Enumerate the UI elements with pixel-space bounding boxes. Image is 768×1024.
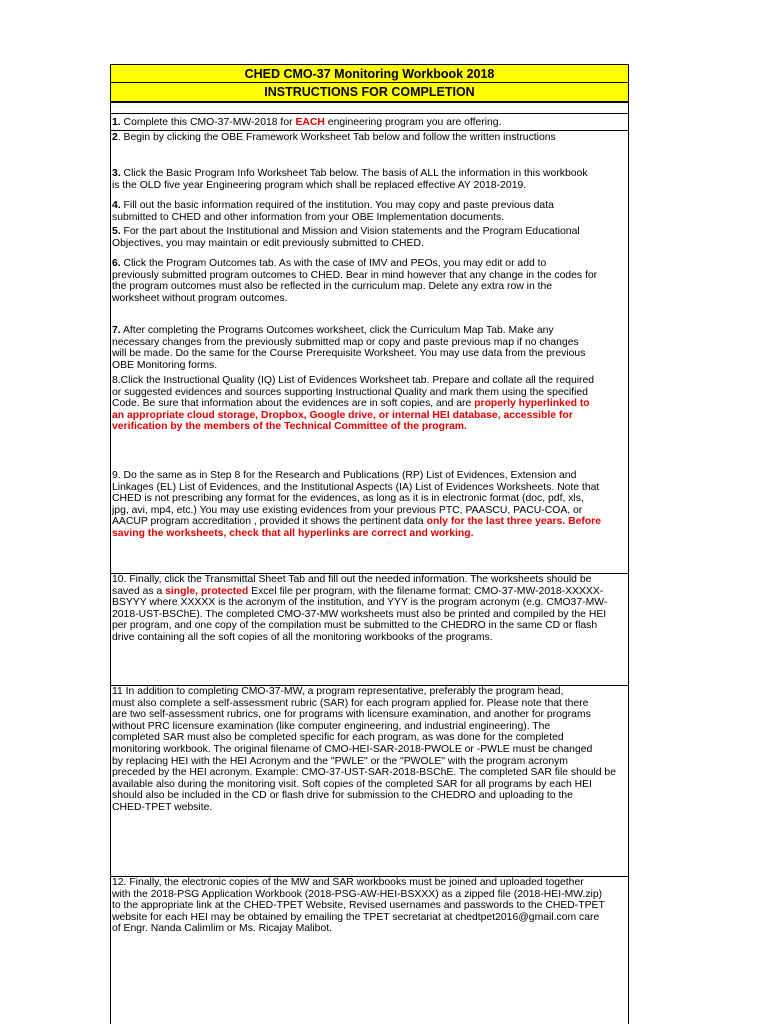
text-run: Click the Program Outcomes tab. As with the case of IMV and PEOs, you may edit or add to — [120, 258, 547, 269]
instruction-step[interactable] — [110, 132, 629, 144]
instruction-line — [112, 721, 627, 733]
text-run: 8.Click the Instructional Quality (IQ) List of Evidences Worksheet tab. Prepare and collate all the required — [112, 375, 595, 386]
text-run: 3. — [112, 168, 121, 179]
text-run: EACH — [295, 117, 325, 128]
text-run: is the OLD five year Engineering program which shall be replaced effective AY 2018-2019. — [112, 179, 527, 191]
instruction-line — [112, 586, 627, 598]
text-run: 11 In addition to completing CMO-37-MW, a program representative, preferably the program head, — [112, 686, 564, 697]
text-run: should also be included in the CD or flash drive for submission to the CHEDRO and uploading to the — [112, 790, 573, 802]
text-run: submitted to CHED and other information from your OBE Implementation documents. — [112, 211, 505, 223]
instruction-step[interactable] — [110, 117, 629, 129]
text-run: completed SAR must also be completed specific for each program, as was done for the completed — [112, 732, 564, 744]
text-run: saving the worksheets, check that all hyperlinks are correct and working. — [112, 527, 474, 539]
text-run: or suggested evidences and sources supporting Instructional Quality and mark them using the specified — [112, 386, 588, 398]
instruction-line — [112, 132, 627, 144]
text-run: an appropriate cloud storage, Dropbox, Google drive, or internal HEI database, accessible for — [112, 409, 573, 421]
instruction-line — [112, 744, 627, 756]
instruction-step[interactable] — [110, 686, 629, 814]
instruction-line — [112, 779, 627, 791]
text-run: preceded by the HEI acronym. Example: CMO-37-UST-SAR-2018-BSChE. The completed SAR file should be — [112, 767, 616, 779]
text-run: available also during the monitoring visit. Soft copies of the completed SAR for all programs by each HEI — [112, 778, 592, 790]
instruction-line — [112, 337, 627, 349]
text-run: the program outcomes must also be reflected in the curriculum map. Delete any extra row in the — [112, 281, 553, 293]
instruction-line — [112, 900, 627, 912]
instruction-line — [112, 802, 627, 814]
instruction-line — [112, 348, 627, 360]
text-run: 5. — [112, 226, 121, 237]
instruction-step[interactable] — [110, 168, 629, 191]
instruction-line — [112, 732, 627, 744]
text-run: necessary changes from the previously submitted map or copy and paste previous map if no changes — [112, 336, 579, 348]
text-run: jpg, avi, mp4, etc.) You may use existing evidences from your previous PTC, PAASCU, PACU-COA, or — [112, 504, 583, 516]
worksheet-header — [110, 64, 629, 102]
text-run: with the 2018-PSG Application Workbook (2018-PSG-AW-HEI-BSXXX) as a zipped file (2018-HEI-MW.zip) — [112, 888, 603, 900]
text-run: Objectives, you may maintain or edit previously submitted to CHED. — [112, 237, 424, 249]
instruction-step[interactable] — [110, 325, 629, 371]
text-run: worksheet without program outcomes. — [112, 292, 288, 304]
instruction-step[interactable] — [110, 200, 629, 223]
instruction-line — [112, 281, 627, 293]
text-run: OBE Monitoring forms. — [112, 359, 218, 371]
instruction-line — [112, 293, 627, 305]
text-run: 6. — [112, 258, 121, 269]
text-run: 2018-UST-BSChE). The completed CMO-37-MW worksheets must also be printed and compiled by the HEI — [112, 608, 607, 620]
text-run: properly hyperlinked to — [474, 398, 590, 410]
instruction-line — [112, 609, 627, 621]
workbook-title[interactable]: CHED CMO-37 Monitoring Workbook 2018 — [110, 64, 629, 83]
text-run: 9. Do the same as in Step 8 for the Research and Publications (RP) List of Evidences, Extension and — [112, 470, 577, 481]
instruction-line — [112, 632, 627, 644]
instruction-line — [112, 912, 627, 924]
cell-border — [110, 113, 629, 114]
text-run: CHED-TPET website. — [112, 801, 213, 813]
instruction-step[interactable] — [110, 574, 629, 644]
instruction-line — [112, 756, 627, 768]
instruction-line — [112, 923, 627, 935]
text-run: drive containing all the soft copies of all the monitoring workbooks of the programs. — [112, 631, 493, 643]
instruction-line — [112, 360, 627, 372]
instruction-step[interactable] — [110, 258, 629, 304]
instruction-step[interactable] — [110, 375, 629, 433]
text-run: 1. — [112, 117, 121, 128]
instruction-line — [112, 387, 627, 399]
cell-border — [110, 102, 629, 103]
cell-border — [110, 573, 629, 574]
text-run: CHED is not prescribing any format for the evidences, as long as it is in electronic format (doc, pdf, xls, — [112, 493, 584, 505]
instruction-line — [112, 597, 627, 609]
cell-border — [110, 685, 629, 686]
text-run: . Begin by clicking the OBE Framework Worksheet Tab below and follow the written instructions — [117, 132, 556, 143]
text-run: are two self-assessment rubrics, one for programs with licensure examination, and another for programs — [112, 709, 591, 721]
instruction-line — [112, 574, 627, 586]
text-run: to the appropriate link at the CHED-TPET Website, Revised usernames and passwords to the CHED-TPET — [112, 900, 605, 912]
text-run: AACUP program accreditation , provided it shows the pertinent data — [112, 516, 427, 528]
instruction-line — [112, 767, 627, 779]
instruction-line — [112, 180, 627, 192]
text-run: must also complete a self-assessment rubric (SAR) for each program applied for. Please note that there — [112, 697, 589, 709]
instruction-line — [112, 375, 627, 387]
instruction-line — [112, 470, 627, 482]
instruction-line — [112, 168, 627, 180]
text-run: Excel file per program, with the filename format: CMO-37-MW-2018-XXXXX- — [248, 585, 604, 597]
instruction-line — [112, 493, 627, 505]
instruction-line — [112, 117, 627, 129]
instruction-step[interactable] — [110, 877, 629, 935]
text-run: engineering program you are offering. — [324, 117, 502, 128]
text-run: Fill out the basic information required of the institution. You may copy and paste previous data — [120, 200, 554, 211]
text-run: per program, and one copy of the compilation must be submitted to the CHEDRO in the same CD or flash — [112, 620, 598, 632]
text-run: 7. — [112, 325, 121, 336]
text-run: will be made. Do the same for the Course Prerequisite Worksheet. You may use data from the previous — [112, 348, 586, 360]
instruction-line — [112, 398, 627, 410]
instruction-line — [112, 325, 627, 337]
text-run: BSYYY where XXXXX is the acronym of the institution, and YYY is the program acronym (e.g. CMO37-MW- — [112, 597, 608, 609]
instruction-line — [112, 238, 627, 250]
instruction-line — [112, 505, 627, 517]
instruction-line — [112, 270, 627, 282]
instruction-line — [112, 889, 627, 901]
cell-border — [110, 876, 629, 877]
instruction-line — [112, 212, 627, 224]
instruction-line — [112, 410, 627, 422]
text-run: 10. Finally, click the Transmittal Sheet Tab and fill out the needed information. The worksheets should be — [112, 574, 592, 585]
text-run: of Engr. Nanda Calimlim or Ms. Ricajay Malibot. — [112, 923, 333, 935]
instruction-line — [112, 226, 627, 238]
text-run: previously submitted program outcomes to CHED. Bear in mind however that any change in the codes for — [112, 269, 598, 281]
text-run: Click the Basic Program Info Worksheet Tab below. The basis of ALL the information in this workbook — [120, 168, 588, 179]
instruction-line — [112, 686, 627, 698]
instruction-line — [112, 421, 627, 433]
instructions-heading[interactable]: INSTRUCTIONS FOR COMPLETION — [110, 83, 629, 102]
text-run: saved as a — [112, 585, 166, 597]
instruction-line — [112, 258, 627, 270]
text-run: 12. Finally, the electronic copies of the MW and SAR workbooks must be joined and uploaded together — [112, 877, 584, 888]
instruction-line — [112, 200, 627, 212]
text-run: website for each HEI may be obtained by emailing the TPET secretariat at chedtpet2016@gmail.com care — [112, 911, 600, 923]
instruction-line — [112, 698, 627, 710]
instruction-line — [112, 482, 627, 494]
text-run: without PRC licensure examination (like computer engineering, and industrial engineering). The — [112, 720, 551, 732]
instruction-line — [112, 620, 627, 632]
instruction-line — [112, 516, 627, 528]
text-run: Code. Be sure that information about the evidences are in soft copies, and are — [112, 398, 475, 410]
text-run: monitoring workbook. The original filename of CMO-HEI-SAR-2018-PWOLE or -PWLE must be changed — [112, 743, 593, 755]
text-run: Complete this CMO-37-MW-2018 for — [120, 117, 296, 128]
cell-border — [110, 130, 629, 131]
text-run: by replacing HEI with the HEI Acronym and the "PWLE" or the "PWOLE" with the program acronym — [112, 755, 568, 767]
instruction-line — [112, 877, 627, 889]
instruction-line — [112, 790, 627, 802]
text-run: single, protected — [165, 585, 249, 597]
text-run: 4. — [112, 200, 121, 211]
text-run: 2 — [112, 132, 118, 143]
text-run: only for the last three years. Before — [426, 516, 601, 528]
text-run: After completing the Programs Outcomes worksheet, click the Curriculum Map Tab. Make any — [120, 325, 554, 336]
instruction-step[interactable] — [110, 470, 629, 540]
text-run: verification by the members of the Technical Committee of the program. — [112, 421, 467, 433]
instruction-step[interactable] — [110, 226, 629, 249]
text-run: For the part about the Institutional and Mission and Vision statements and the Program Educational — [120, 226, 580, 237]
instruction-line — [112, 709, 627, 721]
text-run: Linkages (EL) List of Evidences, and the Institutional Aspects (IA) List of Evidences Worksheets. Note that — [112, 481, 600, 493]
instruction-line — [112, 528, 627, 540]
